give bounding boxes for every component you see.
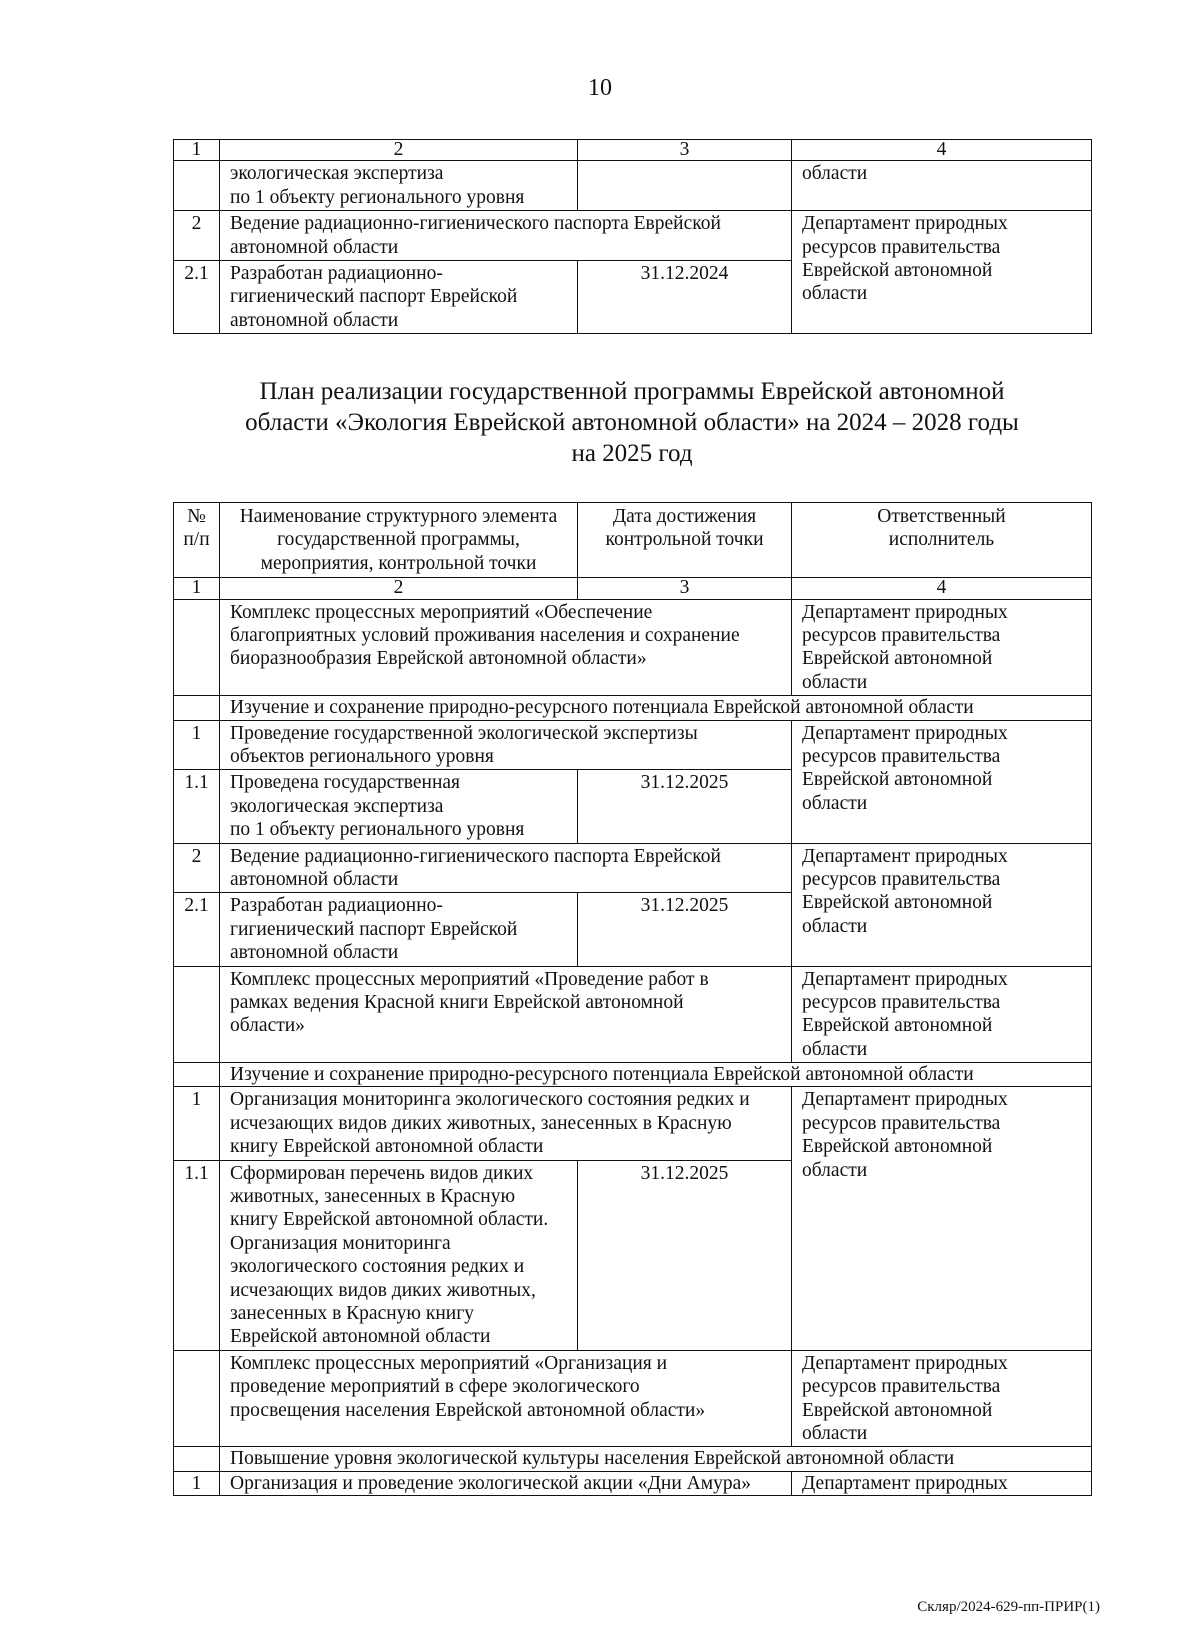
- text-line: области: [802, 915, 868, 937]
- header-responsible: [792, 503, 1092, 578]
- complex-row: [174, 966, 1092, 1063]
- row-name: [220, 720, 792, 770]
- table-cell: 3: [578, 578, 792, 599]
- row-name: [220, 843, 792, 893]
- text-line: автономной области: [230, 236, 399, 258]
- text-line: благоприятных условий проживания населения и сохранение: [230, 625, 740, 647]
- text-line: государственной программы,: [277, 529, 520, 551]
- row-number: 2.1: [174, 893, 220, 966]
- text-line: рамках ведения Красной книги Еврейской автономной: [230, 991, 684, 1013]
- header-num: [174, 503, 220, 578]
- text-line: Департамент природных: [802, 601, 1008, 623]
- text-line: Организация мониторинга: [230, 1232, 451, 1254]
- text-line: Ведение радиационно-гигиенического паспорта Еврейской: [230, 213, 721, 235]
- text-line: книгу Еврейской автономной области: [230, 1136, 544, 1158]
- text-line: занесенных в Красную книгу: [230, 1302, 474, 1324]
- text-line: Департамент природных: [802, 1352, 1008, 1374]
- row-number: [174, 1447, 220, 1471]
- text-line: области»: [230, 1015, 305, 1037]
- text-line: книгу Еврейской автономной области.: [230, 1209, 549, 1231]
- row-number: 1: [174, 720, 220, 770]
- table-row: [174, 843, 1092, 893]
- row-number: [174, 1063, 220, 1087]
- text-line: Комплекс процессных мероприятий «Проведение работ в: [230, 968, 709, 990]
- text-line: ресурсов правительства: [802, 868, 1001, 890]
- table-row: [174, 720, 1092, 770]
- row-responsible: [792, 161, 1092, 211]
- header-name: [220, 503, 578, 578]
- row-number: 1: [174, 1087, 220, 1160]
- table-cell: 4: [792, 140, 1092, 161]
- column-number-row: [174, 578, 1092, 599]
- table-row: [174, 1087, 1092, 1160]
- row-name: [220, 1160, 578, 1350]
- table-header-row: [174, 503, 1092, 578]
- text-line: Комплекс процессных мероприятий «Организация и: [230, 1352, 668, 1374]
- text-line: Комплекс процессных мероприятий «Обеспечение: [230, 601, 653, 623]
- text-line: п/п: [183, 529, 210, 551]
- row-responsible: [792, 1087, 1092, 1350]
- text-line: Сформирован перечень видов диких: [230, 1162, 534, 1184]
- complex-name: [220, 966, 792, 1063]
- row-name: [220, 261, 578, 334]
- text-line: автономной области: [230, 942, 399, 964]
- text-line: гигиенический паспорт Еврейской: [230, 918, 518, 940]
- task-name: Изучение и сохранение природно-ресурсного потенциала Еврейской автономной области: [220, 696, 1092, 720]
- text-line: области: [802, 671, 868, 693]
- row-date: 31.12.2025: [578, 1160, 792, 1350]
- text-line: экологического состояния редких и: [230, 1256, 525, 1278]
- document-code: Скляр/2024-629-пп-ПРИР(1): [917, 1599, 1100, 1615]
- text-line: Департамент природных: [802, 845, 1008, 867]
- text-line: Еврейской автономной области: [230, 1326, 491, 1348]
- text-line: области: [802, 283, 868, 305]
- row-number: 1.1: [174, 770, 220, 843]
- text-line: мероприятия, контрольной точки: [260, 552, 537, 574]
- row-name: Организация и проведение экологической акции «Дни Амура»: [220, 1471, 792, 1495]
- table-cell: 3: [578, 140, 792, 161]
- plan-table: [173, 502, 1092, 1496]
- text-line: Департамент природных: [802, 968, 1008, 990]
- text-line: автономной области: [230, 868, 399, 890]
- text-line: автономной области: [230, 309, 399, 331]
- text-line: Еврейской автономной: [802, 892, 993, 914]
- text-line: экологическая экспертиза: [230, 163, 444, 185]
- row-name: [220, 1087, 792, 1160]
- text-line: Разработан радиационно-: [230, 895, 443, 917]
- row-date: 31.12.2024: [578, 261, 792, 334]
- text-line: исчезающих видов диких животных,: [230, 1279, 536, 1301]
- text-line: Департамент природных: [802, 213, 1008, 235]
- table-cell: 2: [220, 140, 578, 161]
- text-line: по 1 объекту регионального уровня: [230, 819, 525, 841]
- text-line: ресурсов правительства: [802, 745, 1001, 767]
- table-cell: 4: [792, 578, 1092, 599]
- complex-responsible: [792, 966, 1092, 1063]
- column-number-row: [174, 140, 1092, 161]
- page-number: 10: [588, 75, 612, 101]
- row-responsible: [792, 211, 1092, 334]
- table-row: [174, 211, 1092, 261]
- row-name: [220, 211, 792, 261]
- text-line: Департамент природных: [802, 722, 1008, 744]
- row-number: [174, 696, 220, 720]
- complex-responsible: [792, 599, 1092, 696]
- table-cell: 2: [220, 578, 578, 599]
- row-name: [220, 893, 578, 966]
- text-line: Еврейской автономной: [802, 1136, 993, 1158]
- task-row: [174, 1063, 1092, 1087]
- text-line: Разработан радиационно-: [230, 263, 443, 285]
- text-line: Еврейской автономной: [802, 1015, 993, 1037]
- row-number: [174, 161, 220, 211]
- complex-row: [174, 1350, 1092, 1447]
- text-line: просвещения населения Еврейской автономной области»: [230, 1399, 706, 1421]
- continued-table: [173, 139, 1092, 334]
- text-line: Ведение радиационно-гигиенического паспорта Еврейской: [230, 845, 721, 867]
- row-responsible: [792, 720, 1092, 843]
- text-line: Проведена государственная: [230, 772, 461, 794]
- text-line: Департамент природных: [802, 1089, 1008, 1111]
- text-line: гигиенический паспорт Еврейской: [230, 286, 518, 308]
- task-name: Повышение уровня экологической культуры населения Еврейской автономной области: [220, 1447, 1092, 1471]
- row-number: 2: [174, 211, 220, 261]
- task-row: [174, 1447, 1092, 1471]
- text-line: области: [802, 792, 868, 814]
- text-line: ресурсов правительства: [802, 625, 1001, 647]
- heading-line: План реализации государственной программы Еврейской автономной: [259, 378, 1005, 405]
- text-line: Ответственный: [877, 506, 1006, 527]
- text-line: биоразнообразия Еврейской автономной области»: [230, 648, 647, 670]
- row-number: [174, 966, 220, 1063]
- row-date: 31.12.2025: [578, 770, 792, 843]
- table-row: [174, 1471, 1092, 1495]
- text-line: Еврейской автономной: [802, 648, 993, 670]
- row-responsible: Департамент природных: [792, 1471, 1092, 1495]
- text-line: Еврейской автономной: [802, 769, 993, 791]
- text-line: животных, занесенных в Красную: [230, 1186, 516, 1208]
- row-date: [578, 161, 792, 211]
- text-line: Дата достижения: [612, 506, 757, 527]
- complex-name: [220, 1350, 792, 1447]
- text-line: экологическая экспертиза: [230, 795, 444, 817]
- text-line: ресурсов правительства: [802, 1376, 1001, 1398]
- text-line: Еврейской автономной: [802, 1399, 993, 1421]
- text-line: Наименование структурного элемента: [239, 506, 558, 527]
- row-name: [220, 770, 578, 843]
- row-number: [174, 1350, 220, 1447]
- row-number: 1: [174, 1471, 220, 1495]
- text-line: контрольной точки: [605, 529, 764, 551]
- row-responsible: [792, 843, 1092, 966]
- row-number: 2.1: [174, 261, 220, 334]
- complex-responsible: [792, 1350, 1092, 1447]
- task-name: Изучение и сохранение природно-ресурсного потенциала Еврейской автономной области: [220, 1063, 1092, 1087]
- row-number: [174, 599, 220, 696]
- table-cell: 1: [174, 140, 220, 161]
- text-line: исполнитель: [888, 529, 995, 551]
- text-line: области: [802, 163, 868, 185]
- text-line: проведение мероприятий в сфере экологического: [230, 1376, 640, 1398]
- text-line: №: [187, 506, 206, 527]
- complex-name: [220, 599, 792, 696]
- text-line: ресурсов правительства: [802, 1112, 1001, 1134]
- text-line: Организация мониторинга экологического состояния редких и: [230, 1089, 750, 1111]
- text-line: ресурсов правительства: [802, 236, 1001, 258]
- task-row: [174, 696, 1092, 720]
- text-line: по 1 объекту регионального уровня: [230, 186, 525, 208]
- table-row: [174, 161, 1092, 211]
- text-line: Еврейской автономной: [802, 260, 993, 282]
- text-line: ресурсов правительства: [802, 991, 1001, 1013]
- heading-line: на 2025 год: [571, 440, 693, 467]
- table-cell: 1: [174, 578, 220, 599]
- row-number: 2: [174, 843, 220, 893]
- text-line: объектов регионального уровня: [230, 745, 494, 767]
- text-line: исчезающих видов диких животных, занесенных в Красную: [230, 1112, 732, 1134]
- text-line: области: [802, 1038, 868, 1060]
- row-name: [220, 161, 578, 211]
- row-date: 31.12.2025: [578, 893, 792, 966]
- text-line: области: [802, 1159, 868, 1181]
- row-number: 1.1: [174, 1160, 220, 1350]
- text-line: области: [802, 1422, 868, 1444]
- text-line: Проведение государственной экологической экспертизы: [230, 722, 698, 744]
- complex-row: [174, 599, 1092, 696]
- heading-line: области «Экология Еврейской автономной области» на 2024 – 2028 годы: [245, 409, 1019, 436]
- plan-heading: [173, 376, 1091, 469]
- header-date: [578, 503, 792, 578]
